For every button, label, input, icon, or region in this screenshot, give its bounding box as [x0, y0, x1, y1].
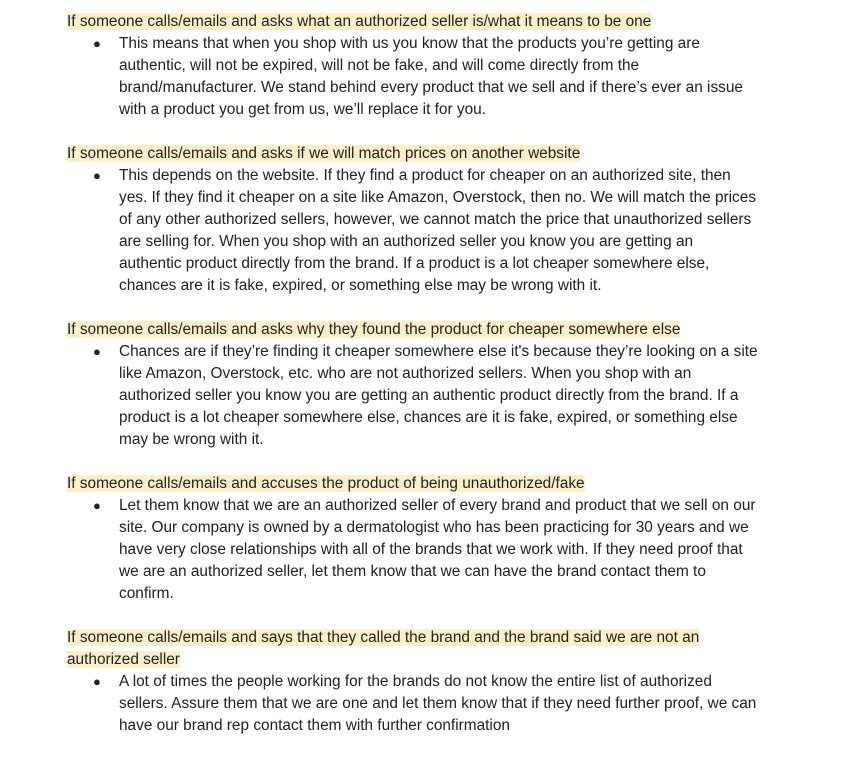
question-highlight: If someone calls/emails and asks what an authorized seller is/what it means to be one	[67, 13, 652, 30]
faq-section	[67, 473, 767, 605]
answer-list	[67, 33, 767, 121]
faq-section	[67, 627, 767, 737]
question-highlight: If someone calls/emails and says that they called the brand and the brand said we are not an authorized seller	[67, 629, 700, 668]
answer-item	[67, 671, 759, 737]
answer-text: A lot of times the people working for the brands do not know the entire list of authorized sellers. Assure them that we are one and let them know that if they need further proof, we can have our brand rep contact them with further confirmation	[119, 673, 757, 734]
answer-list	[67, 341, 767, 451]
answer-item	[67, 165, 759, 297]
answer-item	[67, 495, 759, 605]
answer-text: This depends on the website. If they find a product for cheaper on an authorized site, then yes. If they find it cheaper on a site like Amazon, Overstock, then no. We will match the prices of any other authorized sellers, however, we cannot match the price that unauthorized sellers are selling for. When you shop with an authorized seller you know you are getting an authentic product directly from the brand. If a product is a lot cheaper somewhere else, chances are it is fake, expired, or something else may be wrong with it.	[119, 167, 757, 294]
faq-section	[67, 143, 767, 297]
bullet-icon: ●	[93, 36, 101, 51]
answer-list	[67, 165, 767, 297]
question-highlight: If someone calls/emails and asks why they found the product for cheaper somewhere else	[67, 321, 681, 338]
bullet-icon: ●	[93, 344, 101, 359]
answer-item	[67, 33, 759, 121]
document-body	[67, 11, 767, 759]
answer-item	[67, 341, 759, 451]
answer-list	[67, 671, 767, 737]
bullet-icon: ●	[93, 498, 101, 513]
answer-text: Let them know that we are an authorized seller of every brand and product that we sell on our site. Our company is owned by a dermatologist who has been practicing for 30 years and we have very close relationships with all of the brands that we work with. If they need proof that we are an authorized seller, let them know that we can have the brand contact them to confirm.	[119, 497, 756, 602]
faq-section	[67, 11, 767, 121]
answer-list	[67, 495, 767, 605]
faq-section	[67, 319, 767, 451]
faq-question	[67, 319, 767, 341]
faq-question	[67, 627, 767, 671]
bullet-icon: ●	[93, 168, 101, 183]
question-highlight: If someone calls/emails and asks if we will match prices on another website	[67, 145, 581, 162]
question-highlight: If someone calls/emails and accuses the product of being unauthorized/fake	[67, 475, 585, 492]
answer-text: This means that when you shop with us you know that the products you’re getting are authentic, will not be expired, will not be fake, and will come directly from the brand/manufacturer. We stand behind every product that we sell and if there’s ever an issue with a product you get from us, we’ll replace it for you.	[119, 35, 743, 118]
faq-question	[67, 143, 767, 165]
bullet-icon: ●	[93, 674, 101, 689]
faq-question	[67, 11, 767, 33]
answer-text: Chances are if they’re finding it cheaper somewhere else it's because they’re looking on a site like Amazon, Overstock, etc. who are not authorized sellers. When you shop with an authorized seller you know you are getting an authentic product directly from the brand. If a product is a lot cheaper somewhere else, chances are it is fake, expired, or something else may be wrong with it.	[119, 343, 758, 448]
faq-question	[67, 473, 767, 495]
